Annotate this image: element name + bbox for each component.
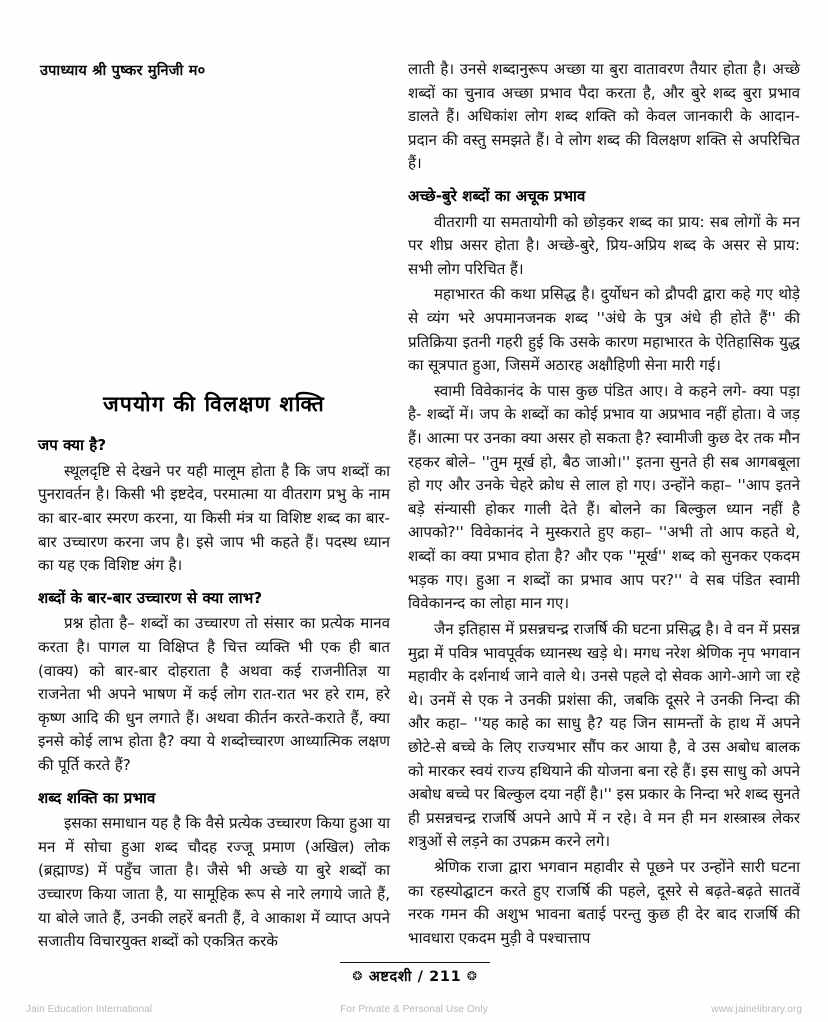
scan-usage-notice: For Private & Personal Use Only xyxy=(340,1003,488,1015)
scan-credit-left: Jain Education International xyxy=(26,1003,153,1015)
paragraph: इसका समाधान यह है कि वैसे प्रत्येक उच्चारण किया हुआ या मन में सोचा हुआ शब्द चौदह रज्जू प्रमाण (अखिल) लोक (ब्रह्माण्ड) में पहुँच जाता है। जैसे भी अच्छे या बुरे शब्दों का उच्चारण किया जाता है, या सामूहिक रूप से नारे लगाये जाते हैं, या बोले जाते हैं, उनकी लहरें बनती हैं, वे आकाश में व्याप्त अपने सजातीय विचारयुक्त शब्दों को एकत्रित करके xyxy=(38,814,390,951)
page-footer xyxy=(330,962,500,986)
folio-line xyxy=(330,966,500,986)
folio-text: अष्टदशी / 211 xyxy=(368,969,462,985)
scan-website-url: www.jainelibrary.org xyxy=(711,1003,802,1015)
title-spacer xyxy=(38,58,390,390)
paragraph: प्रश्न होता है– शब्दों का उच्चारण तो संसार का प्रत्येक मानव करता है। पागल या विक्षिप्त है चित्त व्यक्ति भी एक ही बात (वाक्य) को बार-बार दोहराता है अथवा कई राजनीतिज्ञ या राजनेता भी अपने भाषण में कई लोग रात-रात भर हरे राम, हरे कृष्ण आदि की धुन लगाते हैं। अथवा कीर्तन करते-कराते हैं, क्या इनसे कोई लाभ होता है? क्या ये शब्दोच्चारण आध्यात्मिक लक्षण की पूर्ति करते हैं? xyxy=(38,614,390,775)
left-column xyxy=(38,58,390,963)
paragraph: महाभारत की कथा प्रसिद्ध है। दुर्योधन को द्रौपदी द्वारा कहे गए थोड़े से व्यंग भरे अपमानजनक शब्द ''अंधे के पुत्र अंधे ही होते हैं'' की प्रतिक्रिया इतनी गहरी हुई कि उसके कारण महाभारत के ऐतिहासिक युद्ध का सूत्रपात हुआ, जिसमें अठारह अक्षौहिणी सेना मारी गई। xyxy=(408,285,800,375)
footer-rule xyxy=(340,962,490,963)
paragraph: स्थूलदृष्टि से देखने पर यही मालूम होता है कि जप शब्दों का पुनरावर्तन है। किसी भी इष्टदेव, परमात्मा या वीतराग प्रभु के नाम का बार-बार स्मरण करना, या किसी मंत्र या विशिष्ट शब्द का बार-बार उच्चारण करना जप है। इसे जाप भी कहते हैं। पदस्थ ध्यान का यह एक विशिष्ट अंग है। xyxy=(38,461,390,575)
paragraph: स्वामी विवेकानंद के पास कुछ पंडित आए। वे कहने लगे- क्या पड़ा है- शब्दों में। जप के शब्दों का कोई प्रभाव या अप्रभाव नहीं होता। वे जड़ हैं। आत्मा पर उनका क्या असर हो सकता है? स्वामीजी कुछ देर तक मौन रहकर बोले– ''तुम मूर्ख हो, बैठ जाओ।'' इतना सुनते ही सब आगबबूला हो गए और उनके चेहरे क्रोध से लाल हो गए। उन्होंने कहा– ''आप इतने बड़े संन्यासी होकर गाली देते हैं। बोलने का बिल्कुल ध्यान नहीं है आपको?'' विवेकानंद ने मुस्कराते हुए कहा– ''अभी तो आप कहते थे, शब्दों का क्या प्रभाव होता है? और एक ''मूर्ख'' शब्द को सुनकर एकदम भड़क गए। हुआ न शब्दों का प्रभाव आप पर?'' वे सब पंडित स्वामी विवेकानन्द का लोहा मान गए। xyxy=(408,381,800,613)
paragraph: श्रेणिक राजा द्वारा भगवान महावीर से पूछने पर उन्होंने सारी घटना का रहस्योद्घाटन करते हुए राजर्षि की पहले, दूसरे से बढ़ते-बढ़ते सातवें नरक गमन की अशुभ भावना बताई परन्तु कुछ ही देर बाद राजर्षि की भावधारा एकदम मुड़ी वे पश्चात्ताप xyxy=(408,858,800,947)
running-head: उपाध्याय श्री पुष्कर मुनिजी म० xyxy=(40,63,206,79)
section-heading-jap-kya-hai: जप क्या है? xyxy=(38,436,107,455)
paragraph-continuation: लाती है। उनसे शब्दानुरूप अच्छा या बुरा वातावरण तैयार होता है। अच्छे शब्दों का चुनाव अच्छा प्रभाव पैदा करता है, और बुरे शब्द बुरा प्रभाव डालते हैं। अधिकांश लोग शब्द शक्ति को केवल जानकारी के आदान-प्रदान की वस्तु समझते हैं। वे लोग शब्द की विलक्षण शक्ति से अपरिचित हैं। xyxy=(408,60,800,173)
section-heading-shabd-shakti-ka-prabhav: शब्द शक्ति का प्रभाव xyxy=(38,788,156,807)
ornament-right-icon: ❂ xyxy=(466,969,478,983)
paragraph: जैन इतिहास में प्रसन्नचन्द्र राजर्षि की घटना प्रसिद्ध है। वे वन में प्रसन्न मुद्रा में पवित्र भावपूर्वक ध्यानस्थ खड़े थे। मगध नरेश श्रेणिक नृप भगवान महावीर के दर्शनार्थ जाने वाले थे। उनसे पहले दो सेवक आगे-आगे जा रहे थे। उनमें से एक ने उनकी प्रशंसा की, जबकि दूसरे ने उनकी निन्दा की और कहा– ''यह काहे का साधु है? यह जिन सामन्तों के हाथ में अपने छोटे-से बच्चे के लिए राज्यभार सौंप कर आया है, वे उस अबोध बालक को मारकर स्वयं राज्य हथियाने की योजना बना रहे हैं। इस साधु को अपने अबोध बच्चे पर बिल्कुल दया नहीं है।'' इस प्रकार के निन्दा भरे शब्द सुनते ही प्रसन्नचन्द्र राजर्षि अपने आपे में न रहे। वे मन ही मन शस्त्रास्त्र लेकर शत्रुओं से लड़ने का उपक्रम करने लगे। xyxy=(408,619,800,851)
ornament-left-icon: ❂ xyxy=(352,969,364,983)
chapter-title: जपयोग की विलक्षण शक्ति xyxy=(103,392,325,416)
paragraph: वीतरागी या समतायोगी को छोड़कर शब्द का प्राय: सब लोगों के मन पर शीघ्र असर होता है। अच्छे-बुरे, प्रिय-अप्रिय शब्द के असर से प्राय: सभी लोग परिचित हैं। xyxy=(408,212,800,278)
section-heading-shabdon-ke-baar-baar: शब्दों के बार-बार उच्चारण से क्या लाभ? xyxy=(38,588,263,607)
right-column xyxy=(408,58,800,963)
section-heading-achhe-bure-shabdon: अच्छे-बुरे शब्दों का अचूक प्रभाव xyxy=(408,187,586,206)
scan-watermark-bar xyxy=(0,998,828,1020)
